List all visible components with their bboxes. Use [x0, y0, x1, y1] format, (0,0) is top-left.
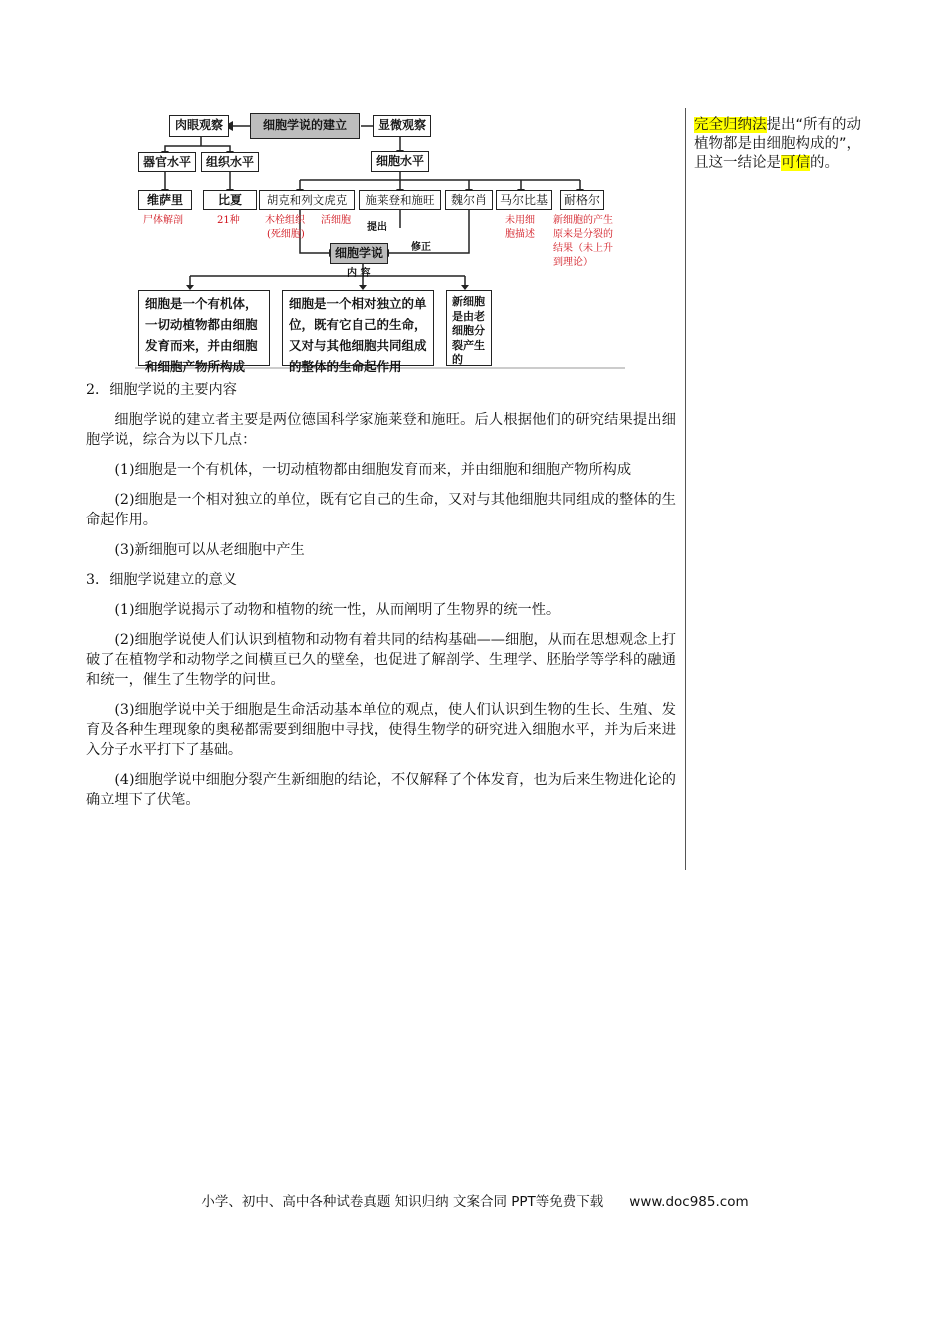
hooke-note-1: 木栓组织 [265, 215, 305, 226]
section2-heading: 2．细胞学说的主要内容 [86, 382, 237, 398]
section2-point-3: (3)新细胞可以从老细胞中产生 [114, 542, 305, 558]
naked-eye-box: 肉眼观察 [169, 115, 229, 137]
hooke-leeuwenhoek-box: 胡克和列文虎克 [259, 190, 355, 210]
tissue-level-box: 组织水平 [201, 152, 259, 172]
naegeli-note-2: 原来是分裂的 [553, 229, 613, 240]
cell-theory-diagram [135, 108, 630, 374]
theory-establish-box: 细胞学说的建立 [250, 113, 360, 139]
footer-text: 小学、初中、高中各种试卷真题 知识归纳 文案合同 PPT等免费下载 [201, 1194, 604, 1210]
section3-point-4: (4)细胞学说中细胞分裂产生新细胞的结论，不仅解释了个体发育，也为后来生物进化论的确立埋下了伏笔。 [86, 772, 676, 808]
section2-point-1: (1)细胞是一个有机体，一切动植物都由细胞发育而来，并由细胞和细胞产物所构成 [114, 462, 632, 478]
content-point-1: 细胞是一个有机体，一切动植物都由细胞发育而来，并由细胞和细胞产物所构成 [138, 290, 270, 366]
side-text-b: 的。 [810, 155, 839, 171]
microscope-box: 显微观察 [373, 115, 431, 137]
bichat-box: 比夏 [203, 190, 257, 210]
schleiden-schwann-box: 施莱登和施旺 [359, 190, 441, 210]
revise-label: 修正 [411, 242, 431, 253]
section3-point-1: (1)细胞学说揭示了动物和植物的统一性，从而阐明了生物界的统一性。 [114, 602, 561, 618]
malpighi-note-2: 胞描述 [505, 229, 535, 240]
page-footer [0, 1190, 950, 1210]
margin-divider [685, 108, 686, 870]
naegeli-box: 耐格尔 [560, 190, 604, 210]
hooke-note-2: (死细胞) [267, 229, 305, 240]
propose-label: 提出 [367, 222, 387, 233]
section3-point-2: (2)细胞学说使人们认识到植物和动物有着共同的结构基础——细胞，从而在思想观念上打破了在植物学和动物学之间横亘已久的壁垒，也促进了解剖学、生理学、胚胎学等学科的融通和统一，催生了生物学的问世。 [86, 632, 676, 688]
bichat-note: 21种 [217, 215, 240, 226]
cell-level-box: 细胞水平 [371, 151, 429, 172]
naegeli-note-4: 到理论） [553, 257, 593, 268]
footer-url[interactable]: www.doc985.com [629, 1194, 749, 1210]
side-highlight: 可信 [781, 155, 810, 171]
naegeli-note-1: 新细胞的产生 [553, 215, 613, 226]
content-point-3: 新细胞是由老细胞分裂产生的 [446, 290, 492, 366]
vesalius-box: 维萨里 [138, 190, 192, 210]
side-text-a: 提出“所有的动植物都是由细胞构成的”，且这一结论是 [694, 117, 862, 171]
malpighi-note-1: 未用细 [505, 215, 535, 226]
section2-point-2: (2)细胞是一个相对独立的单位，既有它自己的生命，又对与其他细胞共同组成的整体的生命起作用。 [86, 492, 676, 528]
vesalius-note: 尸体解剖 [143, 215, 183, 226]
section3-heading: 3．细胞学说建立的意义 [86, 572, 237, 588]
body-text [86, 380, 676, 820]
side-annotation [694, 116, 866, 173]
content-label: 内 容 [347, 268, 371, 279]
naegeli-note-3: 结果（未上升 [553, 243, 613, 254]
virchow-box: 魏尔肖 [445, 190, 493, 210]
section2-intro: 细胞学说的建立者主要是两位德国科学家施莱登和施旺。后人根据他们的研究结果提出细胞学说，综合为以下几点： [86, 412, 676, 448]
organ-level-box: 器官水平 [138, 152, 196, 172]
cell-theory-box: 细胞学说 [330, 243, 388, 264]
leeuwenhoek-note: 活细胞 [321, 215, 351, 226]
content-point-2: 细胞是一个相对独立的单位，既有它自己的生命，又对与其他细胞共同组成的整体的生命起作用 [282, 290, 434, 366]
malpighi-box: 马尔比基 [496, 190, 552, 210]
side-term: 完全归纳法 [694, 117, 767, 133]
section3-point-3: (3)细胞学说中关于细胞是生命活动基本单位的观点，使人们认识到生物的生长、生殖、发育及各种生理现象的奥秘都需要到细胞中寻找，使得生物学的研究进入细胞水平，并为后来进入分子水平打下了基础。 [86, 702, 676, 758]
